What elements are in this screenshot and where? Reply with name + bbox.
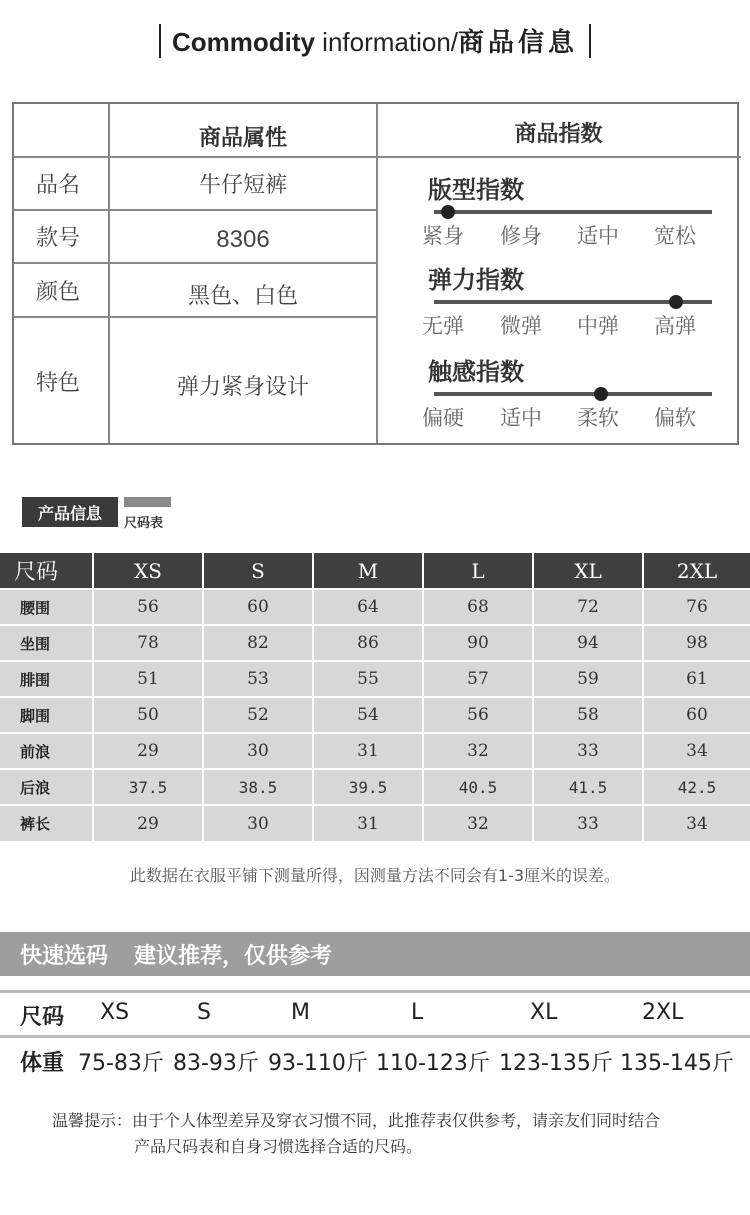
cell: 52 — [203, 697, 313, 733]
quick-weight-label: 体重 — [20, 1051, 65, 1076]
touch-index — [422, 352, 728, 442]
cell: 82 — [203, 625, 313, 661]
row-label: 脚围 — [0, 697, 93, 733]
tab-size-chart: 尺码表 — [124, 516, 164, 531]
quick-size: S — [197, 1000, 211, 1025]
row-value: 黑色、白色 — [187, 283, 298, 309]
row-label: 特色 — [36, 371, 81, 396]
table-row — [0, 733, 750, 769]
row-value: 牛仔短裤 — [198, 173, 287, 198]
table-row — [0, 697, 750, 733]
quick-weight: 75-83斤 — [78, 1051, 164, 1076]
cell: 53 — [203, 661, 313, 697]
quick-size: L — [411, 1000, 424, 1025]
index-labels — [422, 220, 728, 250]
quick-select-subtitle: 建议推荐，仅供参考 — [134, 943, 333, 969]
cell: 64 — [313, 589, 423, 625]
cell: 33 — [533, 733, 643, 769]
quick-size: 2XL — [642, 1000, 684, 1025]
row-value: 8306 — [216, 225, 270, 253]
cell: 30 — [203, 805, 313, 841]
index-label: 偏硬 — [422, 406, 464, 430]
cell: 54 — [313, 697, 423, 733]
index-title: 版型指数 — [428, 176, 524, 204]
cell: 61 — [643, 661, 750, 697]
size-header: XL — [533, 553, 643, 589]
index-knob — [669, 295, 683, 309]
cell: 30 — [203, 733, 313, 769]
cell: 33 — [533, 805, 643, 841]
index-label: 修身 — [500, 224, 542, 248]
page-header — [0, 22, 750, 66]
quick-weight: 93-110斤 — [268, 1051, 368, 1076]
quick-size: XS — [100, 1000, 130, 1025]
cell: 78 — [93, 625, 203, 661]
quick-weight-row — [0, 1040, 750, 1080]
index-labels — [422, 310, 728, 340]
cell: 32 — [423, 733, 533, 769]
index-labels — [422, 402, 728, 432]
index-track — [434, 392, 712, 396]
cell: 29 — [93, 733, 203, 769]
row-label: 前浪 — [0, 733, 93, 769]
divider — [0, 990, 750, 993]
attr-header: 商品属性 — [198, 125, 287, 151]
index-track — [434, 210, 712, 214]
index-label: 中弹 — [577, 314, 619, 338]
tab-size-chart-bar — [124, 497, 171, 507]
size-header-row — [0, 553, 750, 589]
cell: 34 — [643, 733, 750, 769]
index-label: 适中 — [500, 406, 542, 430]
table-row — [0, 625, 750, 661]
header-right-bar — [589, 24, 591, 58]
cell: 38.5 — [203, 769, 313, 805]
row-label: 款号 — [36, 226, 81, 251]
row-label: 后浪 — [0, 769, 93, 805]
tab-product-info: 产品信息 — [22, 497, 118, 527]
cell: 94 — [533, 625, 643, 661]
cell: 86 — [313, 625, 423, 661]
measurement-note: 此数据在衣服平铺下测量所得，因测量方法不同会有1-3厘米的误差。 — [129, 866, 621, 885]
index-header: 商品指数 — [514, 121, 603, 147]
cell: 34 — [643, 805, 750, 841]
cell: 60 — [203, 589, 313, 625]
cell: 98 — [643, 625, 750, 661]
cell: 42.5 — [643, 769, 750, 805]
cell: 31 — [313, 733, 423, 769]
quick-weight: 123-135斤 — [499, 1051, 613, 1076]
cell: 56 — [423, 697, 533, 733]
cell: 41.5 — [533, 769, 643, 805]
table-row — [0, 589, 750, 625]
index-label: 适中 — [577, 224, 619, 248]
elasticity-index — [422, 260, 728, 350]
divider — [0, 1035, 750, 1038]
cell: 60 — [643, 697, 750, 733]
cell: 57 — [423, 661, 533, 697]
row-value: 弹力紧身设计 — [176, 375, 309, 400]
cell: 72 — [533, 589, 643, 625]
cell: 56 — [93, 589, 203, 625]
cell: 31 — [313, 805, 423, 841]
row-label: 腰围 — [0, 589, 93, 625]
cell: 68 — [423, 589, 533, 625]
row-label: 裤长 — [0, 805, 93, 841]
cell: 58 — [533, 697, 643, 733]
quick-weight: 83-93斤 — [173, 1051, 259, 1076]
index-label: 柔软 — [577, 406, 619, 430]
quick-select-title: 快速选码 — [20, 943, 109, 969]
table-row — [0, 769, 750, 805]
table-row — [0, 661, 750, 697]
header-left-bar — [159, 24, 161, 58]
cell: 32 — [423, 805, 533, 841]
index-label: 微弹 — [500, 314, 542, 338]
index-label: 无弹 — [422, 314, 464, 338]
cell: 29 — [93, 805, 203, 841]
quick-select-banner — [0, 932, 750, 976]
size-table — [0, 553, 750, 841]
title-en-bold: Commodity — [171, 27, 315, 57]
tip-note — [52, 1108, 732, 1160]
tip-line-2: 产品尺码表和自身习惯选择合适的尺码。 — [134, 1137, 423, 1156]
cell: 59 — [533, 661, 643, 697]
cell: 50 — [93, 697, 203, 733]
index-label: 偏软 — [654, 406, 696, 430]
cell: 37.5 — [93, 769, 203, 805]
cell: 40.5 — [423, 769, 533, 805]
cell: 55 — [313, 661, 423, 697]
row-label: 品名 — [36, 173, 81, 198]
quick-weight: 110-123斤 — [376, 1051, 490, 1076]
index-title: 弹力指数 — [428, 266, 524, 294]
quick-size: XL — [530, 1000, 558, 1025]
quick-weight: 135-145斤 — [620, 1051, 734, 1076]
tip-line-1: 温馨提示：由于个人体型差异及穿衣习惯不同，此推荐表仅供参考，请亲友们同时结合 — [52, 1111, 661, 1130]
size-header: 2XL — [643, 553, 750, 589]
product-info-table — [12, 102, 739, 445]
cell: 51 — [93, 661, 203, 697]
divider — [376, 104, 378, 443]
cell: 76 — [643, 589, 750, 625]
size-header: S — [203, 553, 313, 589]
quick-size: M — [291, 1000, 310, 1025]
cell: 90 — [423, 625, 533, 661]
index-label: 高弹 — [654, 314, 696, 338]
size-header: M — [313, 553, 423, 589]
quick-size-row — [0, 994, 750, 1034]
quick-size-label: 尺码 — [20, 1005, 65, 1030]
index-knob — [594, 387, 608, 401]
row-label: 腓围 — [0, 661, 93, 697]
fit-index — [422, 170, 728, 260]
index-label: 紧身 — [422, 224, 464, 248]
size-header: XS — [93, 553, 203, 589]
page-title — [166, 22, 584, 59]
row-label: 坐围 — [0, 625, 93, 661]
row-label: 颜色 — [36, 279, 81, 305]
corner-cell: 尺码 — [0, 553, 93, 589]
index-title: 触感指数 — [428, 358, 524, 386]
title-cn: 商品信息 — [458, 28, 579, 58]
cell: 39.5 — [313, 769, 423, 805]
index-knob — [441, 205, 455, 219]
title-en-rest: information/ — [314, 27, 459, 57]
index-label: 宽松 — [654, 224, 696, 248]
table-row — [0, 805, 750, 841]
size-header: L — [423, 553, 533, 589]
